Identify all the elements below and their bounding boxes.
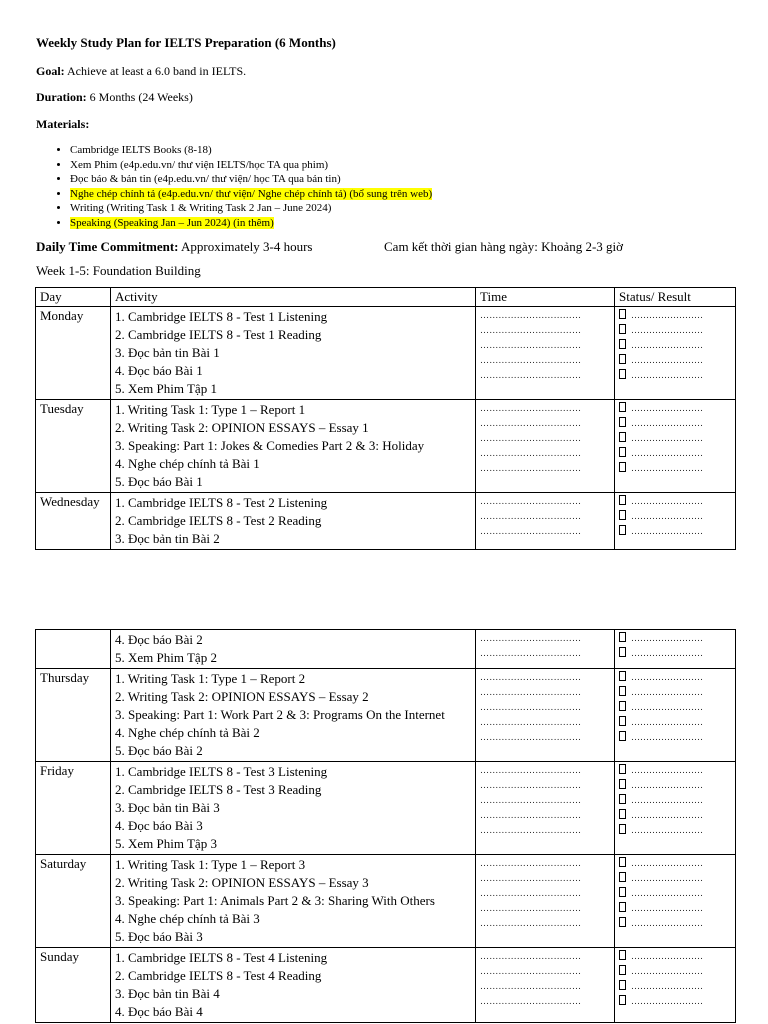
status-fill-line: …………………… xyxy=(631,966,703,976)
checkbox-icon[interactable] xyxy=(619,417,626,427)
checkbox-icon[interactable] xyxy=(619,995,626,1005)
activity-item: 5. Đọc báo Bài 2 xyxy=(115,743,203,758)
table-row xyxy=(36,400,736,493)
week-heading: Week 1-5: Foundation Building xyxy=(36,263,201,278)
time-fill-line[interactable]: …………………………… xyxy=(480,888,582,898)
status-cell xyxy=(615,400,736,493)
doc-title: Weekly Study Plan for IELTS Preparation (6 Months) xyxy=(36,35,336,50)
time-fill-line[interactable]: …………………………… xyxy=(480,996,582,1006)
status-entry[interactable] xyxy=(619,763,731,778)
goal-label: Goal: xyxy=(36,64,65,78)
materials-item-highlighted: • Nghe chép chính tả (e4p.edu.vn/ thư viện/ Nghe chép chính tả) (bổ sung trên web) xyxy=(70,187,432,202)
day-cell: Friday xyxy=(36,762,111,855)
status-entry[interactable] xyxy=(619,793,731,808)
status-fill-line: …………………… xyxy=(631,370,703,380)
status-entry[interactable] xyxy=(619,494,731,509)
checkbox-icon[interactable] xyxy=(619,686,626,696)
status-cell xyxy=(615,493,736,550)
status-entry[interactable] xyxy=(619,994,731,1009)
status-entry[interactable] xyxy=(619,353,731,368)
activity-item: 1. Cambridge IELTS 8 - Test 4 Listening xyxy=(115,950,328,965)
status-entry[interactable] xyxy=(619,916,731,931)
status-cell xyxy=(615,307,736,400)
status-cell xyxy=(615,855,736,948)
activity-item: 5. Đọc báo Bài 3 xyxy=(115,929,203,944)
materials-item: • Đọc báo & bản tin (e4p.edu.vn/ thư viện/ học TA qua bản tin) xyxy=(70,172,432,187)
status-entry[interactable] xyxy=(619,323,731,338)
time-fill-line[interactable]: …………………………… xyxy=(480,765,582,775)
status-entry[interactable] xyxy=(619,509,731,524)
status-fill-line: …………………… xyxy=(631,825,703,835)
checkbox-icon[interactable] xyxy=(619,324,626,334)
materials-list xyxy=(52,143,432,230)
time-fill-line[interactable]: …………………………… xyxy=(480,355,582,365)
activity-item: 4. Đọc báo Bài 3 xyxy=(115,818,203,833)
status-fill-line: …………………… xyxy=(631,687,703,697)
activity-item: 3. Đọc bản tin Bài 1 xyxy=(115,345,220,360)
status-entry[interactable] xyxy=(619,949,731,964)
time-fill-line[interactable]: …………………………… xyxy=(480,526,582,536)
checkbox-icon[interactable] xyxy=(619,701,626,711)
status-fill-line: …………………… xyxy=(631,648,703,658)
status-fill-line: …………………… xyxy=(631,717,703,727)
status-fill-line: …………………… xyxy=(631,526,703,536)
materials-item: • Xem Phim (e4p.edu.vn/ thư viện IELTS/học TA qua phim) xyxy=(70,158,432,173)
status-fill-line: …………………… xyxy=(631,418,703,428)
status-entry[interactable] xyxy=(619,631,731,646)
day-cell xyxy=(36,630,111,669)
status-fill-line: …………………… xyxy=(631,310,703,320)
table-row xyxy=(36,855,736,948)
day-cell: Tuesday xyxy=(36,400,111,493)
status-fill-line: …………………… xyxy=(631,732,703,742)
activity-item: 1. Cambridge IELTS 8 - Test 3 Listening xyxy=(115,764,328,779)
activity-item: 3. Đọc bản tin Bài 2 xyxy=(115,531,220,546)
time-fill-line[interactable]: …………………………… xyxy=(480,717,582,727)
status-entry[interactable] xyxy=(619,401,731,416)
activity-cell xyxy=(111,855,476,948)
activity-item: 4. Đọc báo Bài 4 xyxy=(115,1004,203,1019)
status-fill-line: …………………… xyxy=(631,496,703,506)
checkbox-icon[interactable] xyxy=(619,632,626,642)
time-cell xyxy=(476,307,615,400)
activity-item: 4. Nghe chép chính tả Bài 1 xyxy=(115,456,260,471)
activity-item: 2. Cambridge IELTS 8 - Test 2 Reading xyxy=(115,513,322,528)
day-cell: Saturday xyxy=(36,855,111,948)
time-fill-line[interactable]: …………………………… xyxy=(480,981,582,991)
header-activity: Activity xyxy=(111,288,476,307)
goal-line xyxy=(36,64,246,79)
status-cell xyxy=(615,669,736,762)
time-fill-line[interactable]: …………………………… xyxy=(480,732,582,742)
study-plan-table xyxy=(35,287,736,550)
time-cell xyxy=(476,493,615,550)
activity-item: 1. Cambridge IELTS 8 - Test 2 Listening xyxy=(115,495,328,510)
time-fill-line[interactable]: …………………………… xyxy=(480,403,582,413)
duration-text: 6 Months (24 Weeks) xyxy=(86,90,193,104)
status-fill-line: …………………… xyxy=(631,903,703,913)
status-fill-line: …………………… xyxy=(631,810,703,820)
checkbox-icon[interactable] xyxy=(619,872,626,882)
time-fill-line[interactable]: …………………………… xyxy=(480,325,582,335)
activity-cell xyxy=(111,630,476,669)
status-fill-line: …………………… xyxy=(631,511,703,521)
materials-item: • Cambridge IELTS Books (8-18) xyxy=(70,143,432,158)
activity-cell xyxy=(111,307,476,400)
activity-item: 2. Cambridge IELTS 8 - Test 3 Reading xyxy=(115,782,322,797)
time-commitment-vi: Cam kết thời gian hàng ngày: Khoảng 2-3 giờ xyxy=(384,239,624,254)
checkbox-icon[interactable] xyxy=(619,339,626,349)
time-cell xyxy=(476,948,615,1023)
activity-item: 5. Đọc báo Bài 1 xyxy=(115,474,203,489)
checkbox-icon[interactable] xyxy=(619,779,626,789)
status-entry[interactable] xyxy=(619,730,731,745)
status-entry[interactable] xyxy=(619,646,731,661)
time-fill-line[interactable]: …………………………… xyxy=(480,966,582,976)
checkbox-icon[interactable] xyxy=(619,462,626,472)
status-fill-line: …………………… xyxy=(631,951,703,961)
header-day: Day xyxy=(36,288,111,307)
materials-item: • Writing (Writing Task 1 & Writing Task 2 Jan – June 2024) xyxy=(70,201,432,216)
activity-item: 4. Đọc báo Bài 1 xyxy=(115,363,203,378)
status-fill-line: …………………… xyxy=(631,888,703,898)
status-fill-line: …………………… xyxy=(631,873,703,883)
checkbox-icon[interactable] xyxy=(619,824,626,834)
activity-item: 5. Xem Phim Tập 1 xyxy=(115,381,217,396)
checkbox-icon[interactable] xyxy=(619,902,626,912)
status-entry[interactable] xyxy=(619,446,731,461)
table-row xyxy=(36,669,736,762)
duration-label: Duration: xyxy=(36,90,87,104)
status-entry[interactable] xyxy=(619,886,731,901)
time-fill-line[interactable]: …………………………… xyxy=(480,648,582,658)
header-status: Status/ Result xyxy=(615,288,736,307)
time-fill-line[interactable]: …………………………… xyxy=(480,702,582,712)
time-cell xyxy=(476,855,615,948)
status-fill-line: …………………… xyxy=(631,355,703,365)
day-cell: Monday xyxy=(36,307,111,400)
status-entry[interactable] xyxy=(619,524,731,539)
time-fill-line[interactable]: …………………………… xyxy=(480,903,582,913)
activity-item: 2. Writing Task 2: OPINION ESSAYS – Essay 3 xyxy=(115,875,369,890)
status-fill-line: …………………… xyxy=(631,702,703,712)
status-entry[interactable] xyxy=(619,901,731,916)
status-fill-line: …………………… xyxy=(631,795,703,805)
checkbox-icon[interactable] xyxy=(619,647,626,657)
checkbox-icon[interactable] xyxy=(619,965,626,975)
time-cell xyxy=(476,400,615,493)
status-fill-line: …………………… xyxy=(631,633,703,643)
status-fill-line: …………………… xyxy=(631,340,703,350)
time-fill-line[interactable]: …………………………… xyxy=(480,310,582,320)
time-fill-line[interactable]: …………………………… xyxy=(480,340,582,350)
status-fill-line: …………………… xyxy=(631,403,703,413)
checkbox-icon[interactable] xyxy=(619,809,626,819)
activity-item: 1. Cambridge IELTS 8 - Test 1 Listening xyxy=(115,309,328,324)
checkbox-icon[interactable] xyxy=(619,447,626,457)
activity-cell xyxy=(111,400,476,493)
study-plan-table-continued xyxy=(35,629,736,1023)
status-fill-line: …………………… xyxy=(631,672,703,682)
checkbox-icon[interactable] xyxy=(619,510,626,520)
checkbox-icon[interactable] xyxy=(619,716,626,726)
table-row xyxy=(36,493,736,550)
status-fill-line: …………………… xyxy=(631,325,703,335)
activity-cell xyxy=(111,669,476,762)
status-entry[interactable] xyxy=(619,715,731,730)
activity-item: 5. Xem Phim Tập 3 xyxy=(115,836,217,851)
checkbox-icon[interactable] xyxy=(619,432,626,442)
time-fill-line[interactable]: …………………………… xyxy=(480,448,582,458)
table-row xyxy=(36,762,736,855)
status-cell xyxy=(615,762,736,855)
status-entry[interactable] xyxy=(619,685,731,700)
activity-cell xyxy=(111,762,476,855)
status-entry[interactable] xyxy=(619,670,731,685)
status-entry[interactable] xyxy=(619,778,731,793)
status-entry[interactable] xyxy=(619,431,731,446)
time-fill-line[interactable]: …………………………… xyxy=(480,918,582,928)
materials-item-highlighted: • Speaking (Speaking Jan – Jun 2024) (in thêm) xyxy=(70,216,432,231)
time-fill-line[interactable]: …………………………… xyxy=(480,810,582,820)
status-entry[interactable] xyxy=(619,338,731,353)
time-fill-line[interactable]: …………………………… xyxy=(480,825,582,835)
activity-item: 1. Writing Task 1: Type 1 – Report 1 xyxy=(115,402,306,417)
activity-item: 1. Writing Task 1: Type 1 – Report 2 xyxy=(115,671,306,686)
table-row xyxy=(36,307,736,400)
time-fill-line[interactable]: …………………………… xyxy=(480,951,582,961)
status-fill-line: …………………… xyxy=(631,780,703,790)
header-time: Time xyxy=(476,288,615,307)
checkbox-icon[interactable] xyxy=(619,887,626,897)
activity-item: 3. Speaking: Part 1: Jokes & Comedies Part 2 & 3: Holiday xyxy=(115,438,425,453)
time-fill-line[interactable]: …………………………… xyxy=(480,873,582,883)
status-entry[interactable] xyxy=(619,700,731,715)
day-cell: Thursday xyxy=(36,669,111,762)
status-entry[interactable] xyxy=(619,461,731,476)
time-fill-line[interactable]: …………………………… xyxy=(480,780,582,790)
activity-item: 2. Writing Task 2: OPINION ESSAYS – Essay 1 xyxy=(115,420,369,435)
time-fill-line[interactable]: …………………………… xyxy=(480,370,582,380)
time-fill-line[interactable]: …………………………… xyxy=(480,496,582,506)
activity-item: 4. Nghe chép chính tả Bài 3 xyxy=(115,911,260,926)
status-entry[interactable] xyxy=(619,979,731,994)
page-2 xyxy=(0,626,768,1024)
time-commitment: Daily Time Commitment: Approximately 3-4 hours xyxy=(36,239,313,254)
status-entry[interactable] xyxy=(619,368,731,383)
status-entry[interactable] xyxy=(619,308,731,323)
time-fill-line[interactable]: …………………………… xyxy=(480,672,582,682)
activity-cell xyxy=(111,948,476,1023)
status-entry[interactable] xyxy=(619,964,731,979)
status-fill-line: …………………… xyxy=(631,858,703,868)
time-cell xyxy=(476,669,615,762)
checkbox-icon[interactable] xyxy=(619,309,626,319)
checkbox-icon[interactable] xyxy=(619,369,626,379)
status-fill-line: …………………… xyxy=(631,448,703,458)
time-fill-line[interactable]: …………………………… xyxy=(480,511,582,521)
activity-item: 5. Xem Phim Tập 2 xyxy=(115,650,217,665)
time-fill-line[interactable]: …………………………… xyxy=(480,463,582,473)
time-fill-line[interactable]: …………………………… xyxy=(480,687,582,697)
time-cell xyxy=(476,762,615,855)
status-entry[interactable] xyxy=(619,856,731,871)
checkbox-icon[interactable] xyxy=(619,857,626,867)
status-fill-line: …………………… xyxy=(631,918,703,928)
activity-item: 3. Đọc bản tin Bài 4 xyxy=(115,986,220,1001)
time-fill-line[interactable]: …………………………… xyxy=(480,433,582,443)
checkbox-icon[interactable] xyxy=(619,354,626,364)
goal-text: Achieve at least a 6.0 band in IELTS. xyxy=(64,64,247,78)
checkbox-icon[interactable] xyxy=(619,731,626,741)
activity-item: 2. Cambridge IELTS 8 - Test 4 Reading xyxy=(115,968,322,983)
status-entry[interactable] xyxy=(619,416,731,431)
status-fill-line: …………………… xyxy=(631,463,703,473)
status-entry[interactable] xyxy=(619,823,731,838)
time-fill-line[interactable]: …………………………… xyxy=(480,858,582,868)
status-entry[interactable] xyxy=(619,808,731,823)
checkbox-icon[interactable] xyxy=(619,402,626,412)
activity-item: 3. Speaking: Part 1: Animals Part 2 & 3: Sharing With Others xyxy=(115,893,435,908)
activity-item: 2. Writing Task 2: OPINION ESSAYS – Essay 2 xyxy=(115,689,369,704)
status-fill-line: …………………… xyxy=(631,433,703,443)
activity-item: 1. Writing Task 1: Type 1 – Report 3 xyxy=(115,857,306,872)
time-fill-line[interactable]: …………………………… xyxy=(480,633,582,643)
status-fill-line: …………………… xyxy=(631,765,703,775)
activity-item: 3. Đọc bản tin Bài 3 xyxy=(115,800,220,815)
activity-item: 4. Nghe chép chính tả Bài 2 xyxy=(115,725,260,740)
day-cell: Sunday xyxy=(36,948,111,1023)
checkbox-icon[interactable] xyxy=(619,525,626,535)
status-cell xyxy=(615,948,736,1023)
materials-heading: Materials: xyxy=(36,117,90,131)
table-row xyxy=(36,630,736,669)
checkbox-icon[interactable] xyxy=(619,794,626,804)
checkbox-icon[interactable] xyxy=(619,950,626,960)
activity-item: 2. Cambridge IELTS 8 - Test 1 Reading xyxy=(115,327,322,342)
day-cell: Wednesday xyxy=(36,493,111,550)
activity-cell xyxy=(111,493,476,550)
activity-item: 4. Đọc báo Bài 2 xyxy=(115,632,203,647)
status-fill-line: …………………… xyxy=(631,981,703,991)
time-cell xyxy=(476,630,615,669)
status-fill-line: …………………… xyxy=(631,996,703,1006)
table-header-row xyxy=(36,288,736,307)
time-fill-line[interactable]: …………………………… xyxy=(480,795,582,805)
checkbox-icon[interactable] xyxy=(619,495,626,505)
time-fill-line[interactable]: …………………………… xyxy=(480,418,582,428)
checkbox-icon[interactable] xyxy=(619,764,626,774)
activity-item: 3. Speaking: Part 1: Work Part 2 & 3: Programs On the Internet xyxy=(115,707,445,722)
checkbox-icon[interactable] xyxy=(619,917,626,927)
status-cell xyxy=(615,630,736,669)
checkbox-icon[interactable] xyxy=(619,671,626,681)
duration-line xyxy=(36,90,193,105)
table-row xyxy=(36,948,736,1023)
status-entry[interactable] xyxy=(619,871,731,886)
checkbox-icon[interactable] xyxy=(619,980,626,990)
